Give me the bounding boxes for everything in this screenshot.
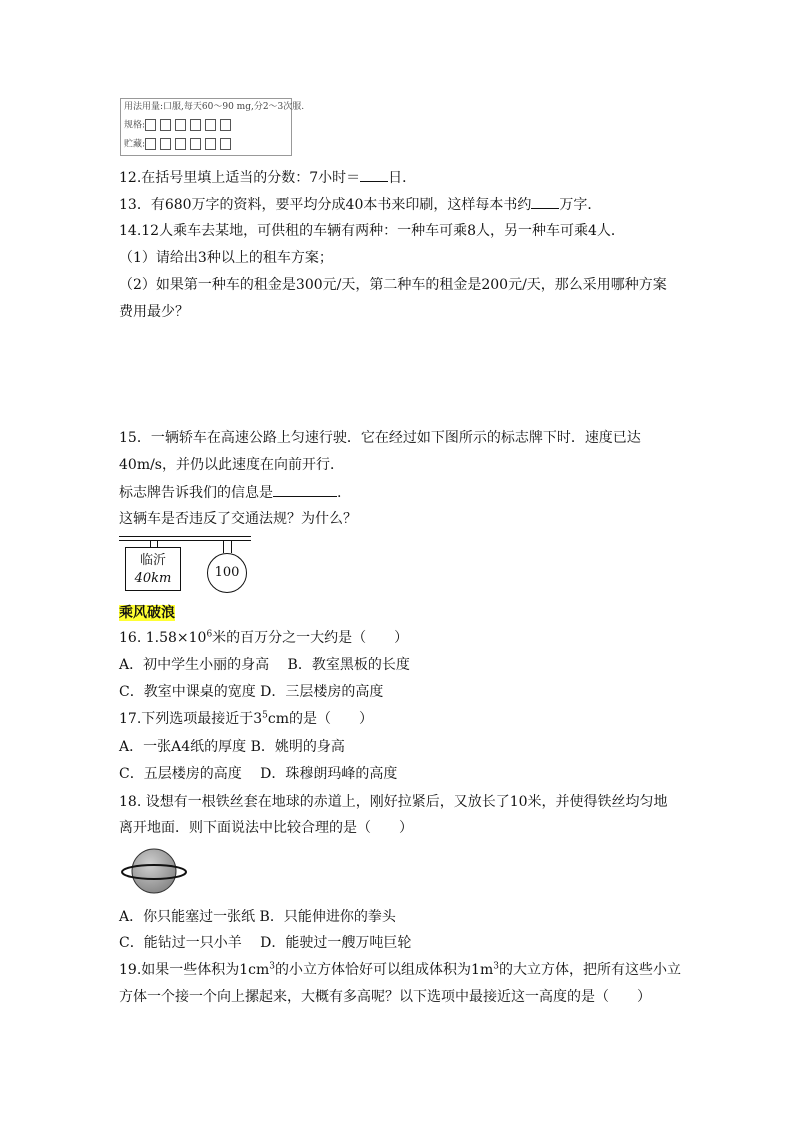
answer-blank-12[interactable]: [360, 167, 388, 182]
question-14-part2: （2）如果第一种车的租金是300元/天，第二种车的租金是200元/天，那么采用哪种方案: [119, 277, 667, 293]
question-15-line2: 40m/s，并仍以此速度在向前开行．: [119, 457, 344, 473]
section-title: 乘风破浪: [119, 605, 175, 621]
sign-post-right-2: [231, 540, 232, 553]
question-18-options-ab: A．你只能塞过一张纸 B．只能伸进你的拳头: [119, 909, 396, 925]
question-16-options-cd: C．教室中课桌的宽度 D．三层楼房的高度: [119, 684, 384, 700]
sign-post-left: [150, 540, 151, 547]
answer-blank-13[interactable]: [531, 194, 559, 209]
sign-post-left-2: [157, 540, 158, 547]
question-14-part2-cont: 费用最少？: [119, 304, 189, 320]
question-12: 12.在括号里填上适当的分数：7小时＝ 日．: [119, 167, 416, 188]
speed-limit-sign: 100: [207, 553, 247, 593]
earth-globe-illustration: [119, 846, 189, 896]
sign-city: 临沂: [139, 553, 166, 568]
question-19-line1: 19.如果一些体积为$1cm^3$的小立方体恰好可以组成体积为$1m^3$的大立方体，把所有这些小立: [119, 961, 681, 978]
storage-boxes: [145, 137, 235, 151]
spec-boxes: [145, 118, 235, 132]
sign-post-right: [223, 540, 224, 553]
question-15-line3: 标志牌告诉我们的信息是 .: [119, 482, 341, 503]
distance-sign: [125, 547, 181, 591]
question-16-options-ab: A．初中学生小丽的身高 B．教室黑板的长度: [119, 657, 410, 673]
question-18-options-cd: C．能钻过一只小羊 D．能驶过一艘万吨巨轮: [119, 935, 412, 951]
question-19-line2: 方体一个接一个向上摞起来，大概有多高呢？以下选项中最接近这一高度的是（ ）: [119, 989, 651, 1005]
question-15-line4: 这辆车是否违反了交通法规？为什么？: [119, 511, 357, 527]
question-13: 13．有680万字的资料，要平均分成40本书来印刷，这样每本书约 万字．: [119, 194, 601, 215]
medicine-usage: 用法用量:口服,每天60～90 mg,分2～3次服.: [124, 102, 305, 112]
medicine-spec-row: 规格:: [124, 118, 235, 132]
question-18-line2: 离开地面．则下面说法中比较合理的是（ ）: [119, 820, 413, 836]
question-14-part1: （1）请给出3种以上的租车方案；: [119, 250, 333, 266]
answer-blank-15[interactable]: [273, 482, 337, 497]
earth-sphere: [132, 849, 176, 893]
question-18-line1: 18. 设想有一根铁丝套在地球的赤道上，刚好拉紧后，又放长了10米，并使得铁丝均匀地: [119, 794, 668, 810]
medicine-label: [120, 98, 305, 156]
question-17-stem: 17.下列选项最接近于$3^5cm$的是（ ）: [119, 710, 374, 727]
question-17-options-cd: C．五层楼房的高度 D．珠穆朗玛峰的高度: [119, 766, 398, 782]
question-15-line1: 15．一辆轿车在高速公路上匀速行驶．它在经过如下图所示的标志牌下时．速度已达: [119, 430, 641, 446]
question-17-options-ab: A．一张A4纸的厚度 B．姚明的身高: [119, 739, 345, 755]
medicine-storage-row: 贮藏:: [124, 137, 235, 151]
question-16-stem: 16. $1.58\times 10^6$米的百万分之一大约是（ ）: [119, 629, 409, 646]
sign-distance: 40km: [134, 571, 172, 586]
question-14-stem: 14.12人乘车去某地，可供租的车辆有两种：一种车可乘8人，另一种车可乘4人．: [119, 223, 625, 239]
